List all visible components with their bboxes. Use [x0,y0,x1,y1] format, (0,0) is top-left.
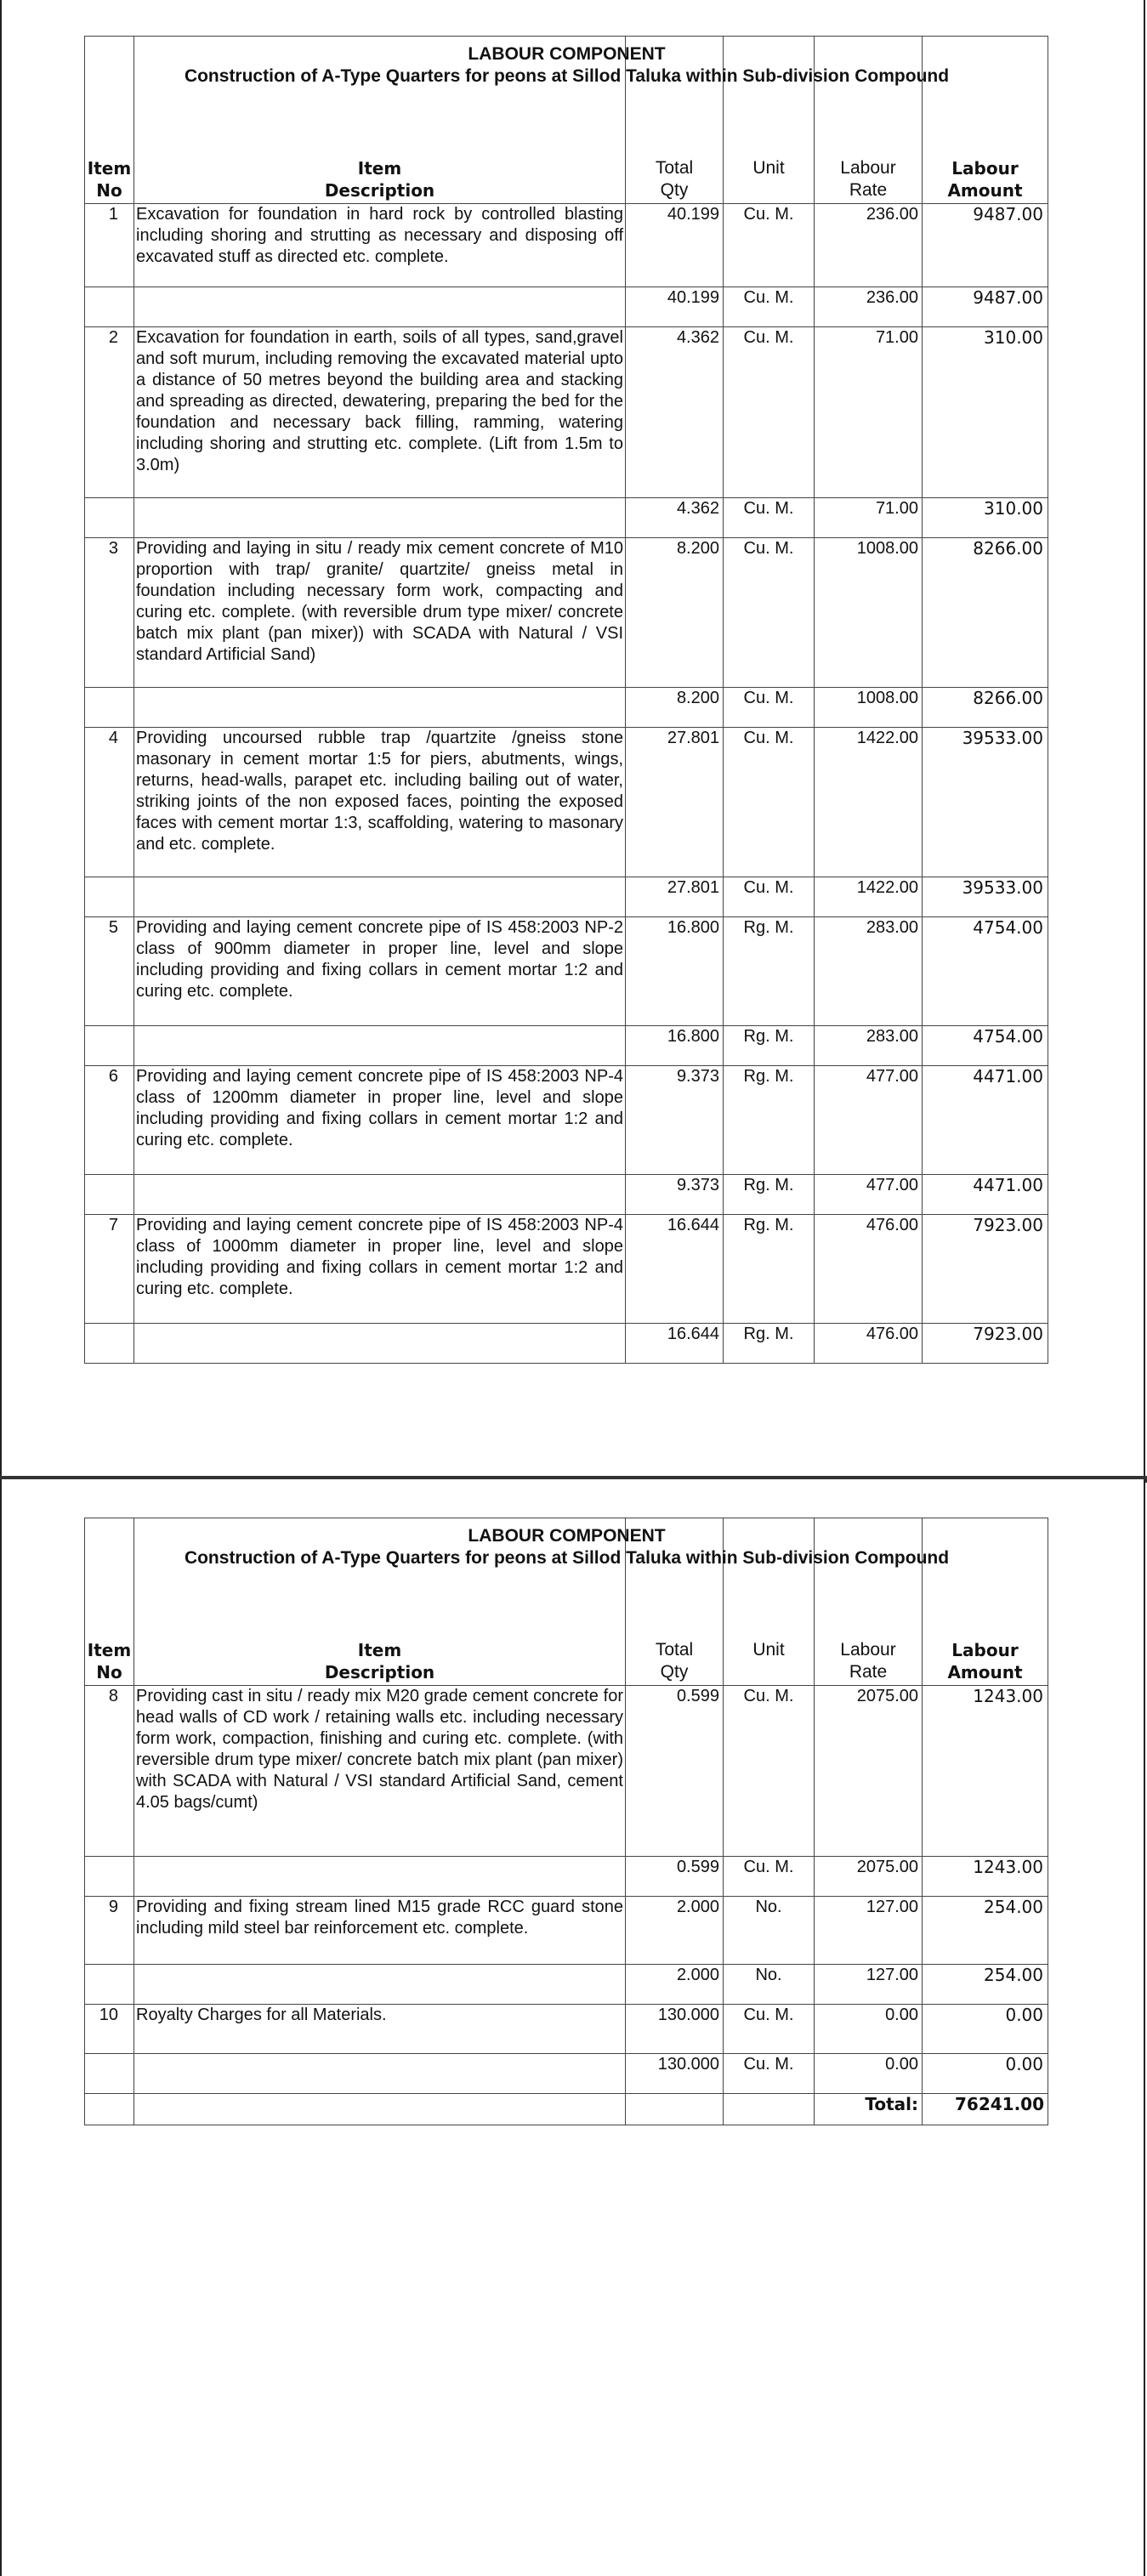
title-text: LABOUR COMPONENT [468,1526,666,1546]
total-label: Total: [815,2094,923,2125]
subtotal-amount: 310.00 [923,498,1048,538]
subtotal-amount: 4471.00 [923,1175,1048,1215]
item-subtotal-row [85,287,1048,327]
subtotal-no-empty [85,1175,134,1215]
item-row [85,917,1048,1026]
item-amount: 7923.00 [923,1215,1048,1324]
labour-table-page-2 [84,1518,1048,2125]
subtotal-unit: No. [724,1965,815,2005]
subtotal-no-empty [85,2054,134,2094]
subtotal-rate: 477.00 [815,1175,923,1215]
subtotal-unit: Cu. M. [724,1857,815,1897]
subtotal-qty: 27.801 [626,877,724,917]
item-description: Providing and fixing stream lined M15 grade RCC guard stone including mild steel bar reinforcement etc. complete. [134,1897,626,1965]
total-empty-4 [724,2094,815,2125]
item-amount: 8266.00 [923,538,1048,688]
item-qty: 4.362 [626,327,724,498]
subtotal-desc-empty [134,287,626,327]
total-empty-1 [85,2094,134,2125]
subtotal-desc-empty [134,1324,626,1364]
subtotal-unit: Rg. M. [724,1175,815,1215]
item-description: Royalty Charges for all Materials. [134,2005,626,2054]
item-row [85,1215,1048,1324]
item-row [85,1686,1048,1857]
item-subtotal-row [85,1175,1048,1215]
item-qty: 16.644 [626,1215,724,1324]
item-qty: 2.000 [626,1897,724,1965]
subtotal-qty: 9.373 [626,1175,724,1215]
item-amount: 9487.00 [923,204,1048,287]
item-number: 7 [85,1215,134,1324]
labour-table-page-1 [84,36,1048,1364]
subtotal-unit: Cu. M. [724,498,815,538]
col-header-amount: Labour Amount [947,1640,1023,1682]
item-number: 2 [85,327,134,498]
item-unit: Cu. M. [724,538,815,688]
subtitle-text: Construction of A-Type Quarters for peons at Sillod Taluka within Sub-division Compound [184,66,950,86]
item-subtotal-row [85,498,1048,538]
subtotal-rate: 476.00 [815,1324,923,1364]
item-description: Providing and laying in situ / ready mix cement concrete of M10 proportion with trap/ granite/ quartzite/ gneiss metal in foundation including necessary form work, compacting and curing etc. complete. (with reversible drum type mixer/ concrete batch mix plant (pan mixer)) with SCADA with Natural / VSI standard Artificial Sand) [134,538,626,688]
subtotal-qty: 16.644 [626,1324,724,1364]
subtotal-amount: 1243.00 [923,1857,1048,1897]
item-number: 3 [85,538,134,688]
subtotal-rate: 1008.00 [815,688,923,728]
subtotal-rate: 127.00 [815,1965,923,2005]
subtotal-rate: 1422.00 [815,877,923,917]
item-number: 5 [85,917,134,1026]
item-description: Providing cast in situ / ready mix M20 grade cement concrete for head walls of CD work / retaining walls etc. including necessary form work, compaction, finishing and curing etc. complete. (with reversible drum type mixer/ concrete batch mix plant (pan mixer) with SCADA with Natural / VSI standard Artificial Sand, cement 4.05 bags/cumt) [134,1686,626,1857]
item-qty: 0.599 [626,1686,724,1857]
subtitle-text: Construction of A-Type Quarters for peons at Sillod Taluka within Sub-division Compound [184,1548,950,1568]
col-header-qty: Total Qty [655,1640,694,1682]
item-rate: 1422.00 [815,728,923,877]
subtotal-unit: Rg. M. [724,1324,815,1364]
subtotal-rate: 2075.00 [815,1857,923,1897]
item-subtotal-row [85,1324,1048,1364]
title-text: LABOUR COMPONENT [468,44,666,64]
subtotal-desc-empty [134,1026,626,1066]
subtotal-amount: 9487.00 [923,287,1048,327]
item-unit: Rg. M. [724,1066,815,1175]
item-amount: 39533.00 [923,728,1048,877]
subtotal-no-empty [85,877,134,917]
col-header-description: Item Description [324,1640,435,1682]
col-header-qty: Total Qty [655,158,694,200]
subtotal-qty: 0.599 [626,1857,724,1897]
subtotal-desc-empty [134,1965,626,2005]
item-subtotal-row [85,1857,1048,1897]
subtotal-rate: 236.00 [815,287,923,327]
item-rate: 71.00 [815,327,923,498]
item-description: Providing and laying cement concrete pipe of IS 458:2003 NP-4 class of 1000mm diameter in proper line, level and slope including providing and fixing collars in cement mortar 1:2 and curing etc. complete. [134,1215,626,1324]
item-amount: 310.00 [923,327,1048,498]
item-rate: 0.00 [815,2005,923,2054]
item-rate: 236.00 [815,204,923,287]
item-qty: 16.800 [626,917,724,1026]
subtotal-desc-empty [134,688,626,728]
item-rate: 1008.00 [815,538,923,688]
table-header-row [85,37,1048,204]
subtotal-no-empty [85,688,134,728]
item-rate: 2075.00 [815,1686,923,1857]
col-header-amount: Labour Amount [947,158,1023,201]
total-empty-2 [134,2094,626,2125]
col-header-item-no: Item No [87,1640,132,1682]
item-amount: 1243.00 [923,1686,1048,1857]
item-rate: 477.00 [815,1066,923,1175]
item-subtotal-row [85,688,1048,728]
item-unit: Cu. M. [724,327,815,498]
item-rate: 283.00 [815,917,923,1026]
subtotal-amount: 4754.00 [923,1026,1048,1066]
subtotal-unit: Cu. M. [724,287,815,327]
subtotal-amount: 7923.00 [923,1324,1048,1364]
subtotal-unit: Cu. M. [724,877,815,917]
subtotal-qty: 40.199 [626,287,724,327]
item-unit: Cu. M. [724,728,815,877]
subtotal-desc-empty [134,1857,626,1897]
item-number: 1 [85,204,134,287]
subtotal-unit: Cu. M. [724,2054,815,2094]
item-description: Excavation for foundation in hard rock by controlled blasting including shoring and strutting as necessary and disposing off excavated stuff as directed etc. complete. [134,204,626,287]
subtotal-qty: 8.200 [626,688,724,728]
item-unit: Cu. M. [724,2005,815,2054]
item-row [85,327,1048,498]
item-qty: 8.200 [626,538,724,688]
subtotal-rate: 71.00 [815,498,923,538]
item-subtotal-row [85,877,1048,917]
item-number: 6 [85,1066,134,1175]
subtotal-desc-empty [134,877,626,917]
item-description: Excavation for foundation in earth, soils of all types, sand,gravel and soft murum, including removing the excavated material upto a distance of 50 metres beyond the building area and stacking and spreading as directed, dewatering, preparing the bed for the foundation and necessary back filling, ramming, watering including shoring and strutting etc. complete. (Lift from 1.5m to 3.0m) [134,327,626,498]
item-row [85,1897,1048,1965]
item-amount: 0.00 [923,2005,1048,2054]
item-amount: 4754.00 [923,917,1048,1026]
col-header-item-no: Item No [87,158,132,201]
subtotal-unit: Rg. M. [724,1026,815,1066]
subtotal-unit: Cu. M. [724,688,815,728]
item-number: 4 [85,728,134,877]
subtotal-amount: 254.00 [923,1965,1048,2005]
subtotal-amount: 39533.00 [923,877,1048,917]
subtotal-desc-empty [134,498,626,538]
subtotal-no-empty [85,1324,134,1364]
item-unit: Cu. M. [724,1686,815,1857]
subtotal-qty: 2.000 [626,1965,724,2005]
item-rate: 127.00 [815,1897,923,1965]
item-description: Providing and laying cement concrete pipe of IS 458:2003 NP-2 class of 900mm diameter in proper line, level and slope including providing and fixing collars in cement mortar 1:2 and curing etc. complete. [134,917,626,1026]
subtotal-qty: 130.000 [626,2054,724,2094]
item-row [85,204,1048,287]
document-page-2 [0,1479,1145,2576]
item-rate: 476.00 [815,1215,923,1324]
item-number: 10 [85,2005,134,2054]
item-subtotal-row [85,1026,1048,1066]
subtotal-desc-empty [134,1175,626,1215]
col-header-description: Item Description [324,158,435,201]
item-qty: 130.000 [626,2005,724,2054]
item-unit: Rg. M. [724,1215,815,1324]
item-unit: No. [724,1897,815,1965]
item-qty: 27.801 [626,728,724,877]
item-number: 9 [85,1897,134,1965]
item-description: Providing and laying cement concrete pipe of IS 458:2003 NP-4 class of 1200mm diameter in proper line, level and slope including providing and fixing collars in cement mortar 1:2 and curing etc. complete. [134,1066,626,1175]
subtotal-amount: 0.00 [923,2054,1048,2094]
item-row [85,1066,1048,1175]
item-subtotal-row [85,1965,1048,2005]
subtotal-no-empty [85,1965,134,2005]
item-subtotal-row [85,2054,1048,2094]
item-unit: Rg. M. [724,917,815,1026]
subtotal-rate: 283.00 [815,1026,923,1066]
item-number: 8 [85,1686,134,1857]
total-row [85,2094,1048,2125]
item-qty: 40.199 [626,204,724,287]
item-description: Providing uncoursed rubble trap /quartzite /gneiss stone masonary in cement mortar 1:5 for piers, abutments, wings, returns, head-walls, parapet etc. including bailing out of water, striking joints of the non exposed faces, pointing the exposed faces with cement mortar 1:3, scaffolding, watering to masonary and etc. complete. [134,728,626,877]
subtotal-no-empty [85,1026,134,1066]
item-unit: Cu. M. [724,204,815,287]
subtotal-no-empty [85,498,134,538]
item-row [85,538,1048,688]
item-amount: 4471.00 [923,1066,1048,1175]
col-header-rate: Labour Rate [840,158,896,200]
col-header-unit: Unit [752,158,785,178]
item-qty: 9.373 [626,1066,724,1175]
table-header-row [85,1518,1048,1686]
total-empty-3 [626,2094,724,2125]
total-amount: 76241.00 [923,2094,1048,2125]
subtotal-qty: 16.800 [626,1026,724,1066]
subtotal-qty: 4.362 [626,498,724,538]
col-header-rate: Labour Rate [840,1640,896,1682]
item-row [85,2005,1048,2054]
item-amount: 254.00 [923,1897,1048,1965]
subtotal-no-empty [85,287,134,327]
subtotal-amount: 8266.00 [923,688,1048,728]
subtotal-rate: 0.00 [815,2054,923,2094]
subtotal-no-empty [85,1857,134,1897]
item-row [85,728,1048,877]
col-header-unit: Unit [752,1640,785,1660]
subtotal-desc-empty [134,2054,626,2094]
